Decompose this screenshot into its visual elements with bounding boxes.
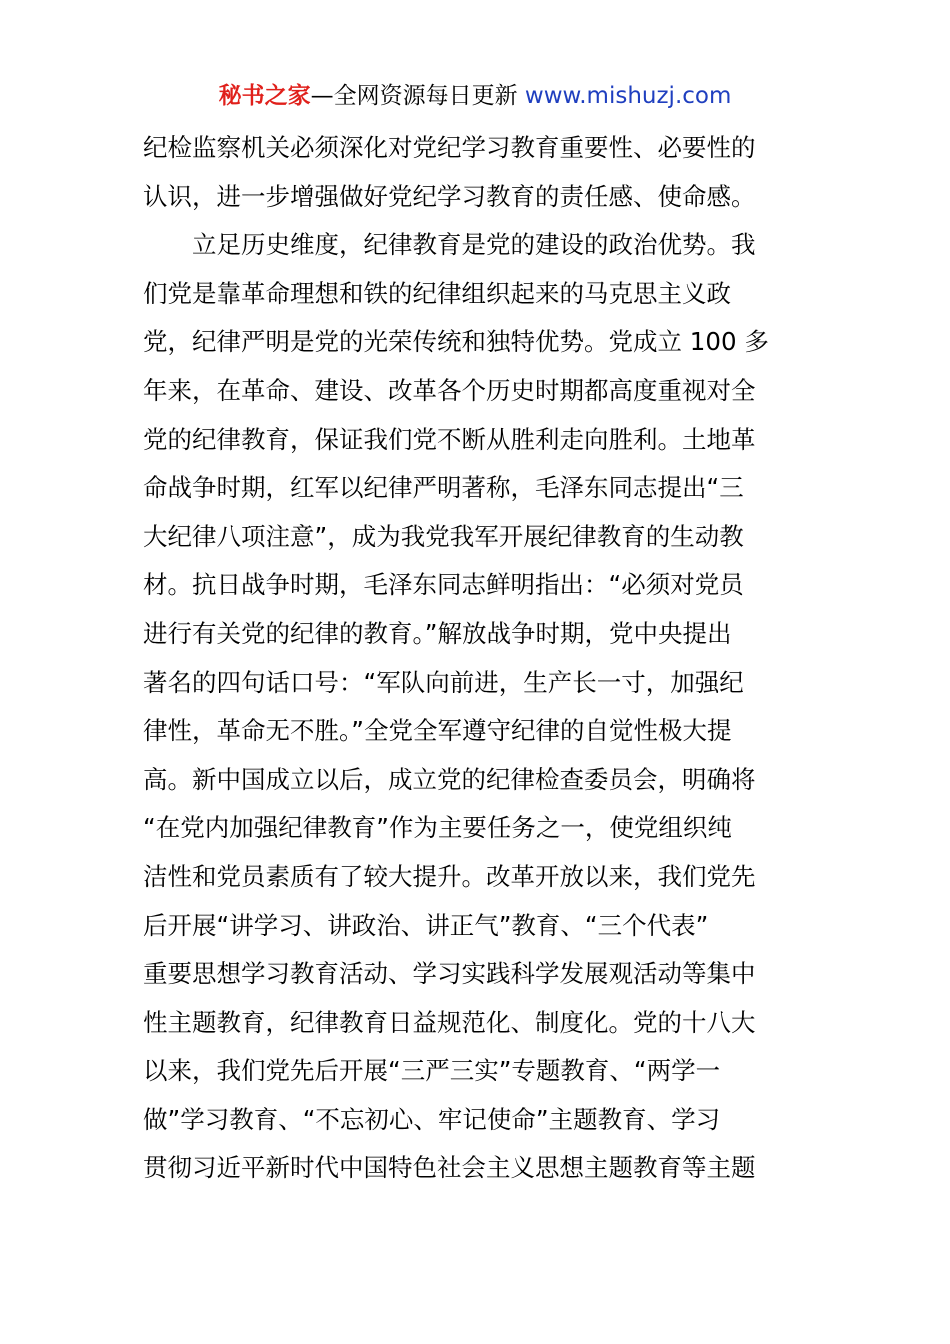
- text-line: 以来，我们党先后开展“三严三实”专题教育、“两学一: [143, 1056, 721, 1086]
- text-line: “在党内加强纪律教育”作为主要任务之一，使党组织纯: [143, 813, 732, 843]
- text-line: 贯彻习近平新时代中国特色社会主义思想主题教育等主题: [143, 1153, 756, 1183]
- site-tagline: —全网资源每日更新: [310, 83, 525, 109]
- text-line: 认识，进一步增强做好党纪学习教育的责任感、使命感。: [143, 181, 756, 211]
- text-line: 著名的四句话口号：“军队向前进，生产长一寸，加强纪: [143, 667, 744, 697]
- text-line: 做”学习教育、“不忘初心、牢记使命”主题教育、学习: [143, 1104, 721, 1134]
- text-line: 党的纪律教育，保证我们党不断从胜利走向胜利。土地革: [143, 424, 756, 454]
- text-line: 高。新中国成立以后，成立党的纪律检查委员会，明确将: [143, 764, 756, 794]
- text-line: 洁性和党员素质有了较大提升。改革开放以来，我们党先: [143, 861, 756, 891]
- text-line: 后开展“讲学习、讲政治、讲正气”教育、“三个代表”: [143, 910, 709, 940]
- text-line: 重要思想学习教育活动、学习实践科学发展观活动等集中: [143, 959, 756, 989]
- site-url[interactable]: www.mishuzj.com: [524, 83, 732, 109]
- text-line: 年来，在革命、建设、改革各个历史时期都高度重视对全: [143, 375, 756, 405]
- text-line: 纪检监察机关必须深化对党纪学习教育重要性、必要性的: [143, 133, 756, 162]
- document-body: [143, 124, 823, 1193]
- text-line: 大纪律八项注意”，成为我党我军开展纪律教育的生动教: [143, 521, 744, 551]
- paragraph-start-line: 立足历史维度，纪律教育是党的建设的政治优势。我: [192, 230, 756, 260]
- site-brand: 秘书之家: [218, 83, 311, 109]
- text-line: 们党是靠革命理想和铁的纪律组织起来的马克思主义政: [143, 278, 731, 308]
- text-line: 命战争时期，红军以纪律严明著称，毛泽东同志提出“三: [143, 473, 744, 503]
- text-line: 材。抗日战争时期，毛泽东同志鲜明指出：“必须对党员: [143, 570, 744, 600]
- site-header: [0, 80, 950, 112]
- text-line: 律性，革命无不胜。”全党全军遵守纪律的自觉性极大提: [143, 716, 732, 746]
- text-line: 性主题教育，纪律教育日益规范化、制度化。党的十八大: [143, 1007, 756, 1037]
- text-line: 进行有关党的纪律的教育。”解放战争时期，党中央提出: [143, 618, 732, 648]
- text-line: 党，纪律严明是党的光荣传统和独特优势。党成立 100 多: [143, 327, 769, 357]
